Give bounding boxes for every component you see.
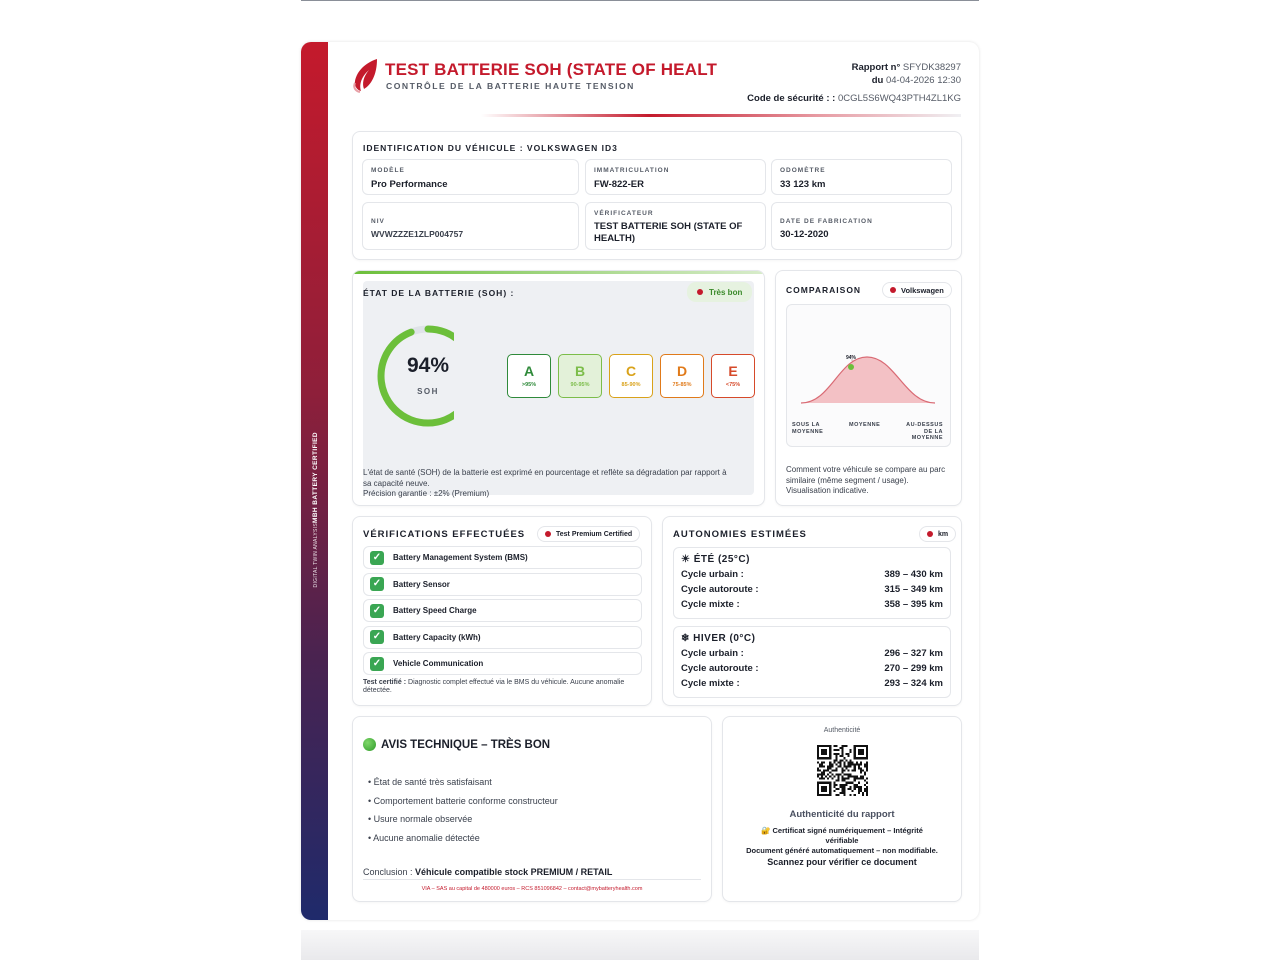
autonomy-unit-dot bbox=[927, 531, 933, 537]
checks-note bbox=[363, 679, 633, 695]
advice-bullet bbox=[368, 773, 558, 792]
sidebar-text bbox=[306, 432, 324, 588]
advice-title: AVIS TECHNIQUE – TRÈS BON bbox=[381, 738, 551, 751]
check-label: Vehicle Communication bbox=[393, 659, 484, 668]
comparison-brand-label: Volkswagen bbox=[901, 285, 944, 295]
comparison-title: COMPARAISON bbox=[786, 285, 862, 295]
field-odometer-label: ODOMÈTRE bbox=[780, 167, 826, 174]
field-odometer bbox=[771, 159, 952, 195]
top-divider bbox=[301, 0, 979, 1]
legal-footer: VIA – SAS au capital de 480000 euros – RCS 851096842 – contact@mybatteryhealth.com bbox=[421, 886, 643, 892]
label-above-average: AU-DESSUS DE LA MOYENNE bbox=[906, 422, 943, 441]
grade-range: 90-95% bbox=[570, 382, 590, 388]
summer-highway-label: Cycle autoroute : bbox=[681, 584, 759, 595]
checks-badge-label: Test Premium Certified bbox=[556, 530, 633, 538]
field-verifier-label: VÉRIFICATEUR bbox=[594, 210, 654, 217]
advice-divider bbox=[363, 879, 701, 880]
vehicle-section-title: IDENTIFICATION DU VÉHICULE : VOLKSWAGEN ID3 bbox=[363, 143, 618, 153]
summer-row-mixed bbox=[681, 597, 943, 612]
bullet-dot: • bbox=[368, 814, 374, 824]
report-number: SFYDK38297 bbox=[902, 62, 961, 73]
soh-precision: Précision garantie : ±2% (Premium) bbox=[363, 489, 490, 498]
winter-highway-label: Cycle autoroute : bbox=[681, 663, 759, 674]
winter-row-urban bbox=[681, 646, 943, 661]
autonomy-unit-label: km bbox=[938, 530, 949, 538]
auth-title: Authenticité du rapport bbox=[789, 809, 895, 820]
snowflake-icon: ❄ bbox=[681, 633, 690, 644]
checks-note-label: Test certifié : bbox=[363, 679, 407, 686]
grade-b bbox=[558, 354, 602, 398]
field-manufacture-date-label: DATE DE FABRICATION bbox=[780, 218, 873, 225]
advice-bullet-text: État de santé très satisfaisant bbox=[373, 777, 492, 787]
label-average: MOYENNE bbox=[849, 422, 881, 428]
header-accent-line bbox=[481, 114, 961, 117]
report-label: Rapport n° bbox=[851, 62, 901, 73]
field-model-value: Pro Performance bbox=[371, 179, 448, 190]
grade-range: <75% bbox=[725, 382, 741, 388]
advice-bullet bbox=[368, 792, 558, 811]
field-manufacture-date-value: 30-12-2020 bbox=[780, 229, 829, 240]
soh-status-badge bbox=[687, 282, 752, 302]
grade-d bbox=[660, 354, 704, 398]
winter-highway-value: 270 – 299 km bbox=[884, 663, 943, 674]
report-meta bbox=[747, 61, 961, 105]
summer-row-urban bbox=[681, 567, 943, 582]
grade-letter: A bbox=[523, 363, 535, 379]
summer-mixed-value: 358 – 395 km bbox=[884, 599, 943, 610]
grade-c bbox=[609, 354, 653, 398]
field-plate bbox=[585, 159, 766, 195]
grade-range: 75-85% bbox=[672, 382, 692, 388]
summer-urban-label: Cycle urbain : bbox=[681, 569, 744, 580]
bottom-shadow bbox=[301, 930, 979, 960]
winter-mixed-label: Cycle mixte : bbox=[681, 678, 740, 689]
check-label: Battery Speed Charge bbox=[393, 606, 477, 615]
qr-code[interactable] bbox=[817, 745, 868, 796]
soh-unit: SOH bbox=[417, 387, 439, 396]
grade-letter: C bbox=[625, 363, 637, 379]
check-icon: ✓ bbox=[370, 577, 384, 591]
check-label: Battery Sensor bbox=[393, 579, 450, 589]
advice-heading bbox=[363, 738, 550, 751]
check-icon: ✓ bbox=[370, 551, 384, 565]
checks-badge-dot bbox=[545, 531, 551, 537]
date-label: du bbox=[871, 75, 884, 86]
soh-accent-bar bbox=[353, 271, 765, 274]
report-date: 04-04-2026 12:30 bbox=[885, 75, 961, 86]
check-item bbox=[363, 546, 642, 569]
advice-conclusion bbox=[363, 867, 612, 877]
field-model-label: MODÈLE bbox=[371, 167, 405, 174]
winter-range-box bbox=[673, 626, 951, 698]
check-label: Battery Capacity (kWh) bbox=[393, 632, 481, 642]
checks-badge bbox=[537, 526, 640, 542]
vehicle-marker-label: 94% bbox=[845, 355, 857, 361]
report-sheet bbox=[301, 42, 979, 920]
soh-description: L'état de santé (SOH) de la batterie est exprimé en pourcentage et reflète sa dégradation par rapport à sa capacité neuve. bbox=[363, 468, 727, 488]
winter-row-highway bbox=[681, 661, 943, 676]
check-item bbox=[363, 652, 642, 675]
summer-mixed-label: Cycle mixte : bbox=[681, 599, 740, 610]
label-below-average: SOUS LA MOYENNE bbox=[792, 422, 824, 435]
vehicle-marker bbox=[848, 364, 854, 370]
check-icon: ✓ bbox=[370, 630, 384, 644]
field-verifier-value: TEST BATTERIE SOH (STATE OF HEALTH) bbox=[594, 221, 743, 244]
check-label: Battery Management System (BMS) bbox=[393, 553, 528, 562]
winter-mixed-value: 293 – 324 km bbox=[884, 678, 943, 689]
field-odometer-value: 33 123 km bbox=[780, 179, 826, 190]
checks-note-text: Diagnostic complet effectué via le BMS du véhicule. Aucune anomalie détectée. bbox=[363, 679, 625, 694]
sidebar bbox=[301, 42, 328, 920]
summer-title bbox=[681, 554, 943, 565]
check-icon: ✓ bbox=[370, 604, 384, 618]
summer-title-label: ÉTÉ (25°C) bbox=[693, 554, 750, 565]
field-plate-value: FW-822-ER bbox=[594, 179, 644, 190]
green-status-icon bbox=[363, 738, 376, 751]
security-label: Code de sécurité : : bbox=[747, 93, 836, 104]
auth-signature: 🔐 Certificat signé numériquement – Intégrité vérifiable bbox=[761, 826, 923, 845]
advice-bullet bbox=[368, 810, 558, 829]
summer-row-highway bbox=[681, 582, 943, 597]
logo-icon bbox=[351, 57, 381, 93]
advice-bullet-text: Aucune anomalie détectée bbox=[373, 832, 480, 843]
auth-generated: Document généré automatiquement – non modifiable. bbox=[746, 846, 938, 855]
check-icon: ✓ bbox=[370, 657, 384, 671]
advice-bullet-text: Usure normale observée bbox=[373, 814, 473, 824]
auth-scan: Scannez pour vérifier ce document bbox=[767, 857, 917, 867]
comparison-brand-badge bbox=[882, 282, 952, 298]
field-plate-label: IMMATRICULATION bbox=[594, 167, 670, 174]
vehicle-card bbox=[352, 131, 962, 260]
page-subtitle: CONTRÔLE DE LA BATTERIE HAUTE TENSION bbox=[386, 81, 635, 91]
bullet-dot: • bbox=[368, 832, 374, 843]
sun-icon: ☀ bbox=[681, 554, 691, 565]
summer-range-box bbox=[673, 547, 951, 619]
winter-row-mixed bbox=[681, 676, 943, 691]
conclusion-label: Conclusion : bbox=[363, 867, 413, 877]
advice-bullet-text: Comportement batterie conforme constructeur bbox=[373, 795, 558, 806]
winter-urban-label: Cycle urbain : bbox=[681, 648, 744, 659]
winter-title-label: HIVER (0°C) bbox=[693, 633, 756, 644]
bullet-dot: • bbox=[368, 795, 374, 806]
field-model bbox=[362, 159, 579, 195]
grade-range: >95% bbox=[521, 382, 537, 388]
bullet-dot: • bbox=[368, 777, 374, 787]
winter-title bbox=[681, 633, 943, 644]
summer-urban-value: 389 – 430 km bbox=[884, 569, 943, 580]
page-title: TEST BATTERIE SOH (STATE OF HEALT bbox=[385, 60, 718, 79]
soh-value: 94% bbox=[406, 354, 450, 377]
field-verifier bbox=[585, 202, 766, 250]
field-vin-label: NIV bbox=[371, 218, 385, 225]
checks-title: VÉRIFICATIONS EFFECTUÉES bbox=[363, 529, 526, 540]
winter-urban-value: 296 – 327 km bbox=[884, 648, 943, 659]
grade-letter: D bbox=[676, 363, 688, 379]
sidebar-certified: MBH BATTERY CERTIFIED bbox=[311, 432, 319, 523]
field-vin bbox=[362, 202, 579, 250]
autonomy-unit-badge bbox=[919, 526, 956, 542]
soh-status-label: Très bon bbox=[709, 287, 743, 297]
conclusion-value: Véhicule compatible stock PREMIUM / RETAIL bbox=[415, 867, 613, 877]
soh-section-title: ÉTAT DE LA BATTERIE (SOH) : bbox=[363, 288, 515, 298]
grade-letter: E bbox=[728, 363, 738, 379]
grade-range: 85-90% bbox=[621, 382, 641, 388]
grade-letter: B bbox=[574, 363, 586, 379]
soh-status-dot bbox=[697, 289, 703, 295]
advice-bullet bbox=[368, 829, 558, 848]
check-item bbox=[363, 599, 642, 622]
grade-e bbox=[711, 354, 755, 398]
comparison-brand-dot bbox=[890, 287, 896, 293]
field-manufacture-date bbox=[771, 202, 952, 250]
comparison-note: Comment votre véhicule se compare au parc similaire (même segment / usage). Visualisation indicative. bbox=[786, 465, 946, 495]
summer-highway-value: 315 – 349 km bbox=[884, 584, 943, 595]
grade-a bbox=[507, 354, 551, 398]
autonomy-title: AUTONOMIES ESTIMÉES bbox=[673, 529, 807, 540]
advice-bullets bbox=[368, 773, 558, 847]
field-vin-value: WVWZZZE1ZLP004757 bbox=[371, 229, 464, 239]
security-code: 0CGL5S6WQ43PTH4ZL1KG bbox=[837, 93, 961, 104]
distribution-area bbox=[801, 357, 935, 403]
check-item bbox=[363, 573, 642, 596]
sidebar-analysis: DIGITAL TWIN ANALYSIS bbox=[312, 522, 319, 588]
check-item bbox=[363, 626, 642, 649]
auth-label: Authenticité bbox=[823, 727, 861, 734]
